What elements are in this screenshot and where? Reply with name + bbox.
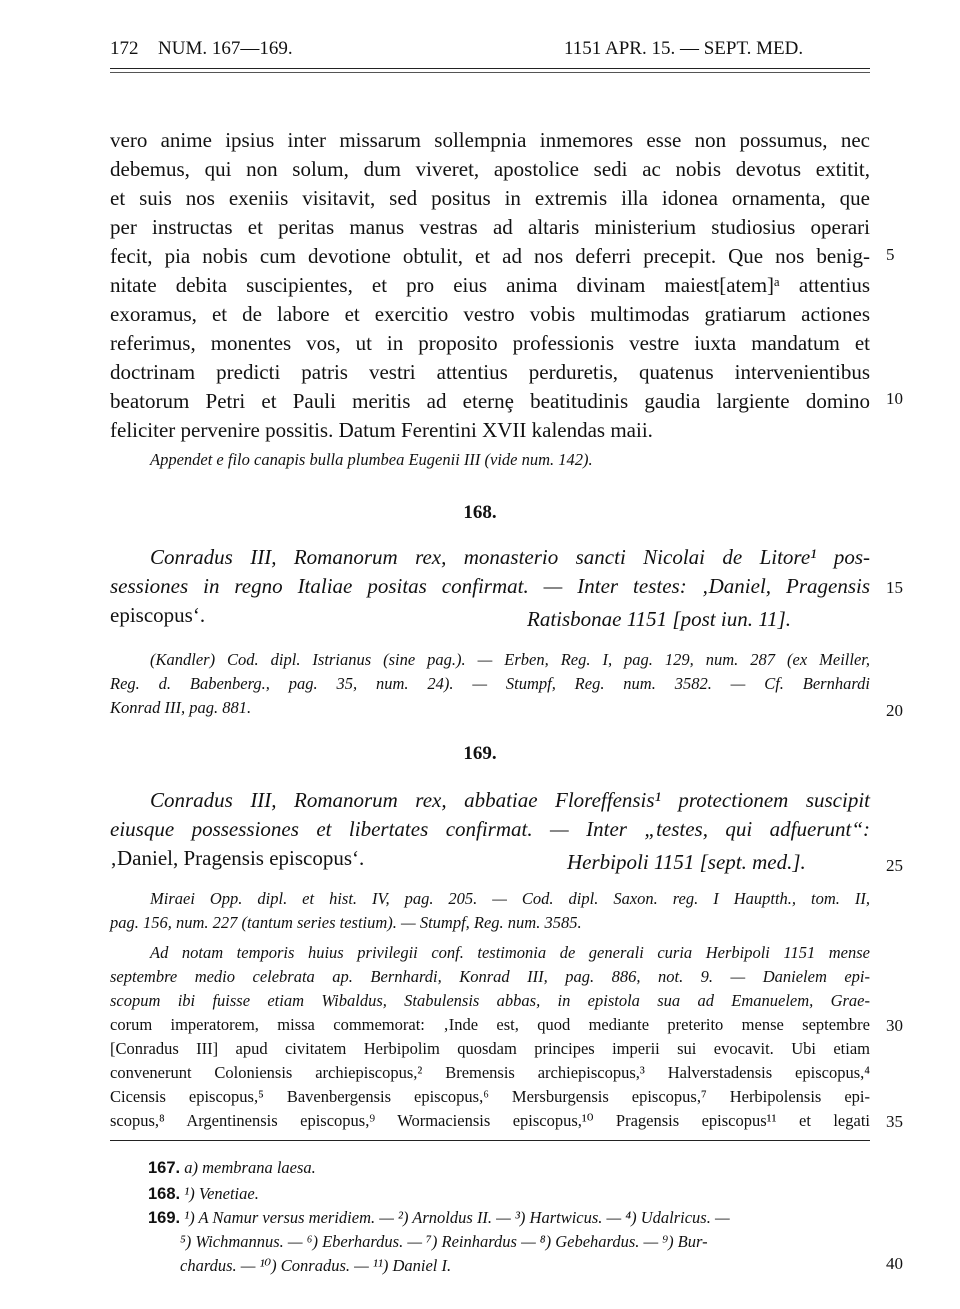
body-line: referimus, monentes vos, ut in proposito professionis vestre iuxta mandatum et [110,331,870,355]
place-date: Ratisbonae 1151 [post iun. 11]. [527,607,792,631]
margin-line-number: 15 [886,578,903,597]
note-line: Cicensis episcopus,⁵ Bavenbergensis episcopus,⁶ Mersburgensis episcopus,⁷ Herbipolensis epi- [110,1087,870,1106]
footnote-text: ⁵) Wichmannus. — ⁶) Eberhardus. — ⁷) Reinhardus — ⁸) Gebehardus. — ⁹) Bur- [180,1232,708,1251]
source-line: Konrad III, pag. 881. [110,698,252,717]
header-date: 1151 APR. 15. — SEPT. MED. [564,38,804,59]
header-rule-second [110,72,870,73]
body-line: per instructas et peritas manus vestras ad altaris ministerium studiosius operari [110,215,870,239]
seal-note-text: Appendet e filo canapis bulla plumbea Eugenii III (vide num. 142). [150,450,593,469]
source-line: pag. 156, num. 227 (tantum series testium). — Stumpf, Reg. num. 3585. [110,913,582,932]
body-line: vero anime ipsius inter missarum sollempnia inmemores esse non possumus, nec [110,128,870,152]
footnote [148,1208,730,1228]
body-line: nitate debita suscipientes, et pro eius anima divinam maiest[atem]ᵃ attentius [110,273,870,297]
margin-line-number: 5 [886,245,895,264]
body-line: beatorum Petri et Pauli meritis ad eternȩ beatitudinis gaudia largiente domino [110,389,870,413]
document-169-number: 169. [463,743,497,764]
source-line: Reg. d. Babenberg., pag. 35, num. 24). — Stumpf, Reg. num. 3582. — Cf. Bernhardi [110,674,870,693]
note-line: septembre medio celebrata ap. Bernhardi, Konrad III, pag. 886, not. 9. — Danielem epi- [110,967,870,986]
footnote [180,1232,708,1252]
footnote-text: ¹) Venetiae. [184,1184,259,1203]
document-range: NUM. 167—169. [158,38,293,59]
page-number: 172 [110,38,139,59]
document-168-number: 168. [463,502,497,523]
footnote-text: ¹) A Namur versus meridiem. — ²) Arnoldus II. — ³) Hartwicus. — ⁴) Udalricus. — [184,1208,730,1227]
footnote-number: 169. [148,1209,181,1227]
place-date: Herbipoli 1151 [sept. med.]. [567,850,806,874]
margin-line-number: 40 [886,1254,903,1273]
body-line: exoramus, et de labore et exercitio vestro vobis multimodas gratiarum actiones [110,302,870,326]
regest-line: Conradus III, Romanorum rex, abbatiae Floreffensis¹ protectionem suscipit [150,788,870,812]
regest-line: episcopus‘. [110,603,206,627]
regest-line: Conradus III, Romanorum rex, monasterio sancti Nicolai de Litore¹ pos- [150,545,870,569]
regest-line: ‚Daniel, Pragensis episcopus‘. [110,846,365,870]
source-line: (Kandler) Cod. dipl. Istrianus (sine pag.). — Erben, Reg. I, pag. 129, num. 287 (ex Meiller, [150,650,870,669]
note-line: scopus,⁸ Argentinensis episcopus,⁹ Wormaciensis episcopus,¹⁰ Pragensis episcopus¹¹ et legati [110,1111,870,1130]
footnote [148,1158,316,1178]
footnote-rule [110,1140,870,1141]
footnote-text: a) membrana laesa. [184,1158,316,1177]
footnote-text: chardus. — ¹⁰) Conradus. — ¹¹) Daniel I. [180,1256,452,1275]
source-line: Miraei Opp. dipl. et hist. IV, pag. 205. — Cod. dipl. Saxon. reg. I Hauptth., tom. II, [150,889,870,908]
note-line: convenerunt Coloniensis archiepiscopus,² Bremensis archiepiscopus,³ Halverstadensis episcopus,⁴ [110,1063,870,1082]
body-line: fecit, pia nobis cum devotione obtulit, et ad nos deferri precepit. Que nos benig- [110,244,870,268]
margin-line-number: 35 [886,1112,903,1131]
note-line: [Conradus III] apud civitatem Herbipolim quosdam principes imperii sui evocavit. Ubi etiam [110,1039,870,1058]
note-line: corum imperatorem, missa commemorat: ‚Inde est, quod mediante preterito mense septembre [110,1015,870,1034]
margin-line-number: 20 [886,701,903,720]
body-line: doctrinam predicti patris vestri attentius perduretis, quatenus intervenientibus [110,360,870,384]
body-line: et suis nos exeniis visitavit, sed positus in extremis illa idonea ornamenta, que [110,186,870,210]
body-line: debemus, qui non solum, dum viveret, apostolice sedi ac nobis devotus extitit, [110,157,870,181]
footnote-number: 167. [148,1159,181,1177]
header-rule [110,68,870,69]
footnote-number: 168. [148,1185,181,1203]
footnote [148,1184,259,1204]
note-line: Ad notam temporis huius privilegii conf. testimonia de generali curia Herbipoli 1151 mense [150,943,870,962]
margin-line-number: 10 [886,389,903,408]
margin-line-number: 25 [886,856,903,875]
regest-line: sessiones in regno Italiae positas confirmat. — Inter testes: ‚Daniel, Pragensis [110,574,870,598]
body-line: feliciter pervenire possitis. Datum Ferentini XVII kalendas maii. [110,418,653,442]
margin-line-number: 30 [886,1016,903,1035]
footnote [180,1256,451,1276]
regest-line: eiusque possessiones et libertates confirmat. — Inter „testes, qui adfuerunt“: [110,817,870,841]
note-line: scopum ibi fuisse etiam Wibaldus, Stabulensis abbas, in epistola sua ad Emanuelem, Grae- [110,991,870,1010]
